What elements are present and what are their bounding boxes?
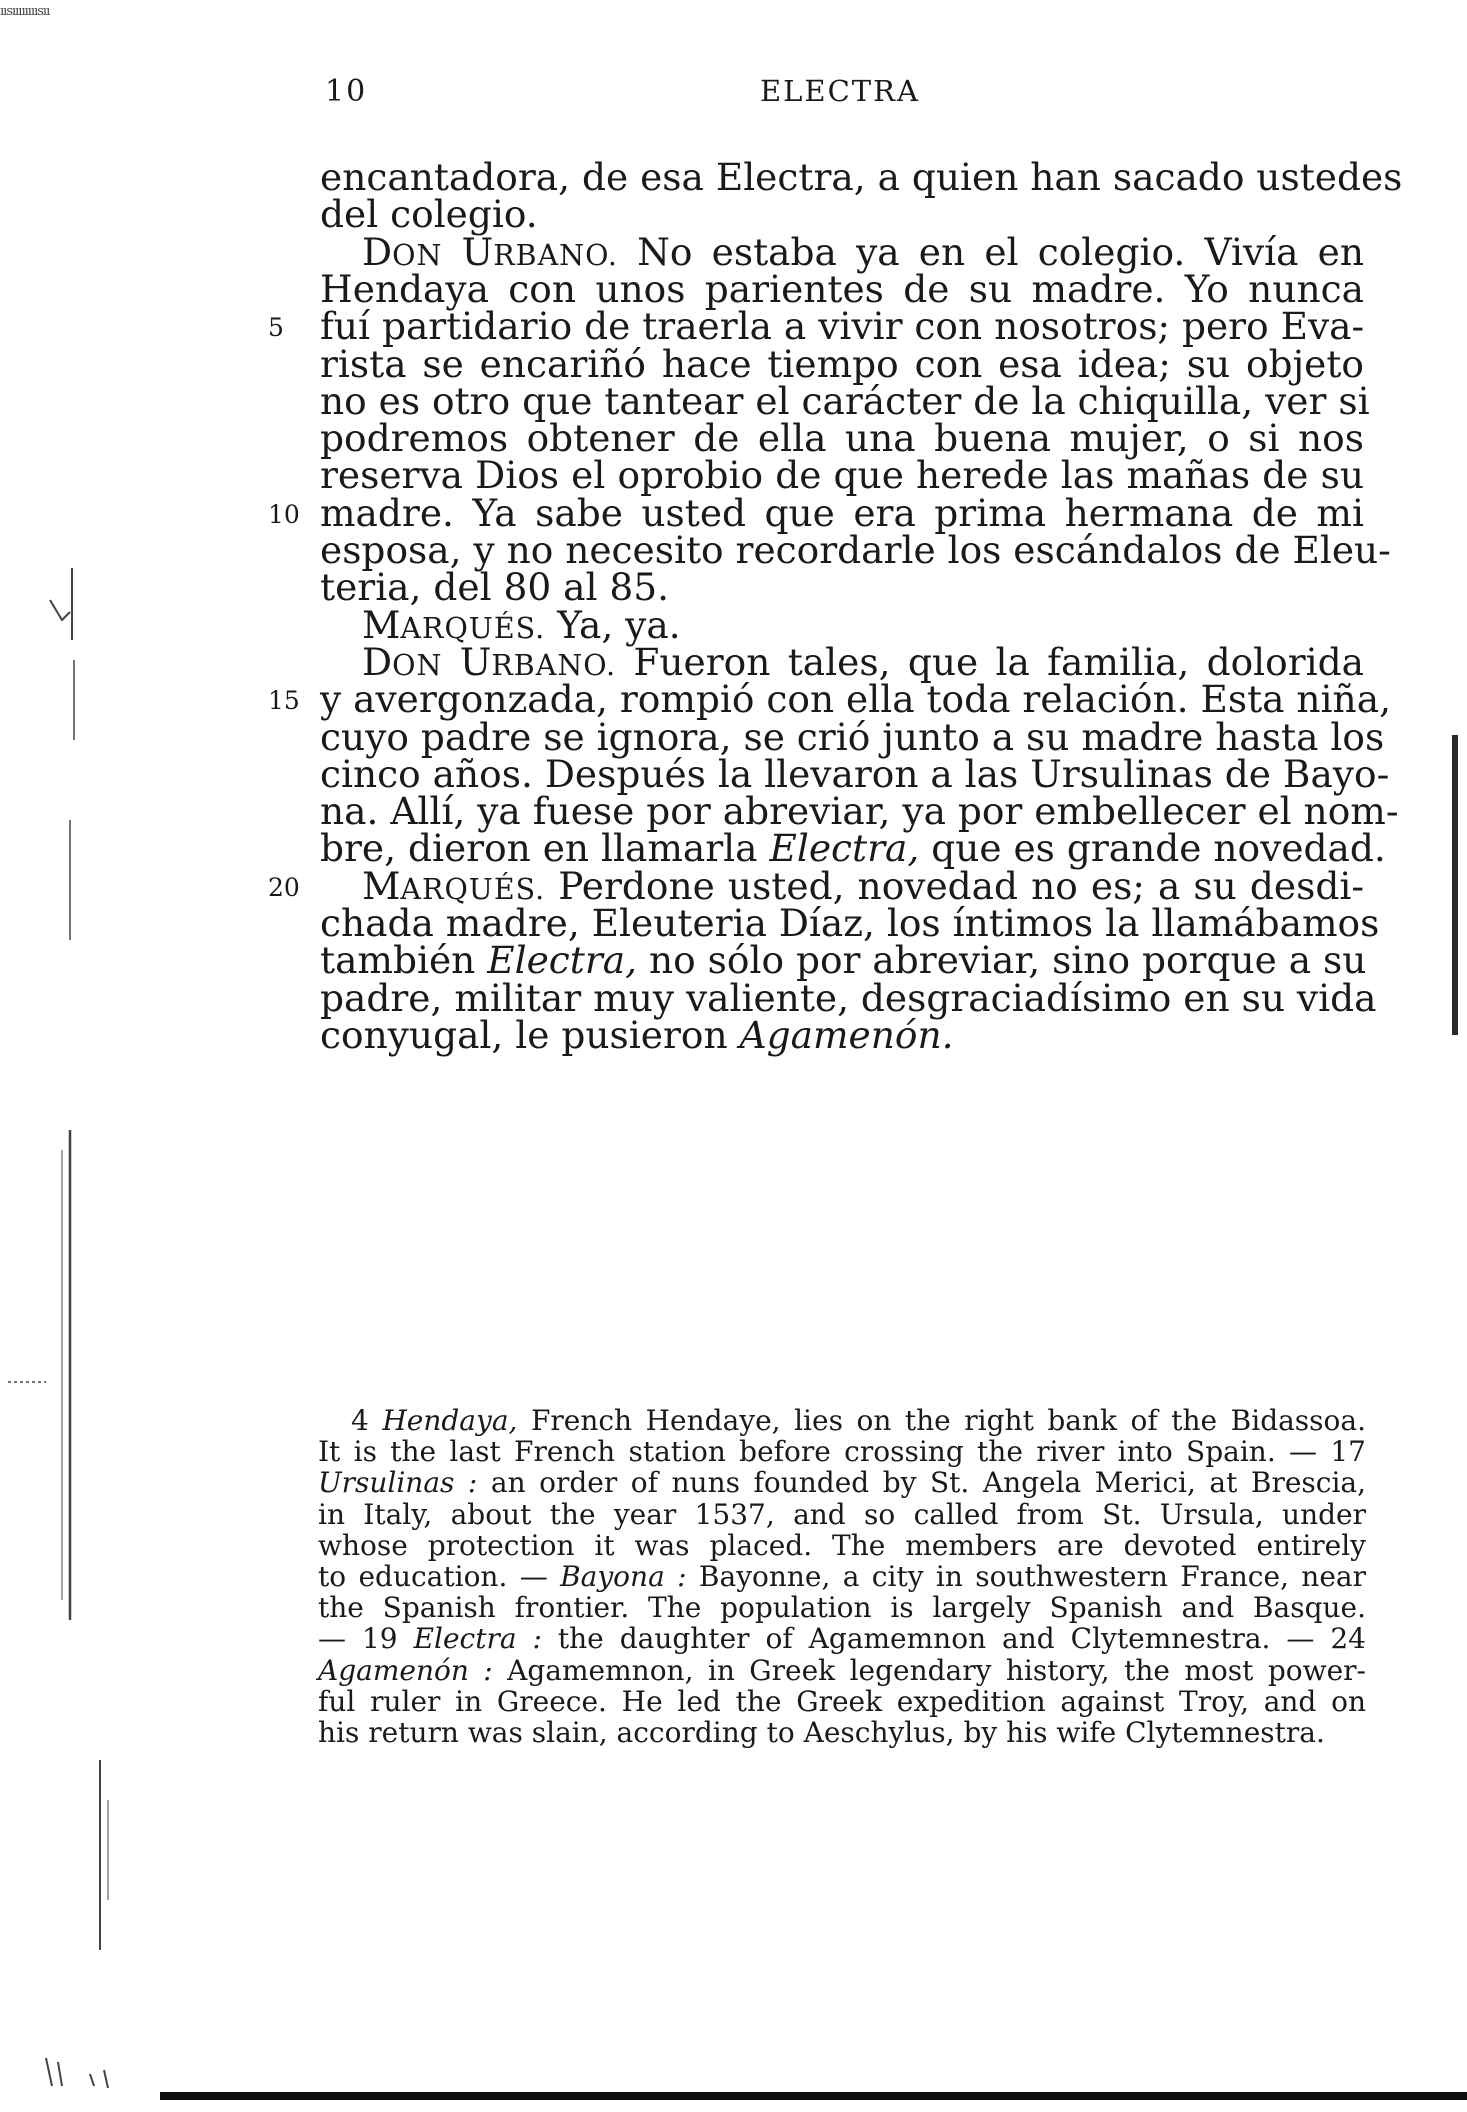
line-number: 20	[268, 872, 300, 902]
speaker-name: DON URBANO.	[362, 639, 617, 684]
line-number: 10	[268, 499, 300, 529]
text-run: fuí partidario de traerla a vivir con nosotros; pero Eva-	[320, 304, 1365, 349]
text-run: Perdone usted, novedad no es; a su desdi-	[545, 863, 1364, 908]
text-run: French Hendaye, lies on the right bank of the Bidassoa.	[517, 1404, 1366, 1437]
text-run: an order of nuns founded by St. Angela Merici, at Brescia,	[477, 1466, 1367, 1500]
text-run: bre, dieron en llamarla	[320, 826, 770, 871]
text-run: también	[320, 938, 488, 983]
italic-text: Agamenón.	[739, 1012, 954, 1057]
italic-text: Bayona :	[560, 1560, 687, 1593]
text-run: madre. Ya sabe usted que era prima hermana de mi	[320, 490, 1364, 535]
speaker-name: DON URBANO.	[362, 229, 618, 274]
text-run: reserva Dios el oprobio de que herede las mañas de su	[320, 453, 1364, 498]
running-head: ELECTRA	[760, 74, 920, 108]
text-run: in Italy, about the year 1537, and so called from St. Ursula, under	[318, 1497, 1366, 1531]
text-run: no es otro que tantear el carácter de la chiquilla, ver si	[320, 378, 1370, 423]
speaker-name: MARQUÉS.	[362, 863, 546, 908]
text-run: to education. —	[318, 1560, 561, 1593]
bottom-edge-rule	[160, 2092, 1467, 2100]
text-run: del colegio.	[320, 192, 538, 237]
text-run: podremos obtener de ella una buena mujer, o si nos	[320, 416, 1364, 461]
text-run: 4	[351, 1404, 383, 1437]
text-run: ful ruler in Greece. He led the Greek expedition against Troy, and on	[318, 1684, 1366, 1718]
text-run: the Spanish frontier. The population is largely Spanish and Basque.	[318, 1591, 1366, 1625]
text-line	[320, 1010, 954, 1060]
text-run: — 19	[318, 1622, 414, 1656]
text-run: cinco años. Después la llevaron a las Ursulinas de Bayo-	[320, 751, 1390, 796]
italic-text: Hendaya,	[382, 1404, 518, 1437]
text-run: teria, del 80 al 85.	[320, 565, 670, 610]
text-run: que es grande novedad.	[919, 826, 1386, 871]
corner-mark: ıısıııııııısıı	[0, 4, 50, 19]
text-run: Agamemnon, in Greek legendary history, the most power-	[492, 1653, 1366, 1687]
text-run: cuyo padre se ignora, se crió junto a su madre hasta los	[320, 714, 1385, 759]
right-edge-shadow	[1452, 735, 1458, 1035]
italic-text: Electra :	[413, 1622, 542, 1656]
text-run: chada madre, Eleuteria Díaz, los íntimos la llamábamos	[320, 901, 1380, 945]
text-run: rista se encariñó hace tiempo con esa idea; su objeto	[320, 341, 1364, 386]
text-run: esposa, y no necesito recordarle los escándalos de Eleu-	[320, 528, 1391, 572]
text-run: conyugal, le pusieron	[320, 1012, 740, 1057]
text-run: na. Allí, ya fuese por abreviar, ya por embellecer el nom-	[320, 789, 1399, 834]
text-run: padre, militar muy valiente, desgraciadísimo en su vida	[320, 975, 1377, 1020]
italic-text: Agamenón :	[318, 1653, 493, 1687]
line-number: 5	[268, 313, 284, 343]
page-header	[325, 74, 1365, 114]
italic-text: Electra,	[769, 826, 920, 871]
text-run: Fueron tales, que la familia, dolorida	[616, 639, 1364, 684]
text-run: Bayonne, a city in southwestern France, near	[686, 1560, 1366, 1593]
page-number: 10	[325, 74, 368, 109]
text-run: the daughter of Agamemnon and Clytemnestra. — 24	[541, 1622, 1366, 1656]
text-run: encantadora, de esa Electra, a quien han sacado ustedes	[320, 155, 1403, 199]
text-run: Hendaya con unos parientes de su madre. Yo nunca	[320, 266, 1364, 311]
speaker-name: MARQUÉS.	[362, 602, 546, 647]
text-run: no sólo por abreviar, sino porque a su	[637, 938, 1367, 983]
text-run: whose protection it was placed. The members are devoted entirely	[318, 1528, 1366, 1562]
text-run: No estaba ya en el colegio. Vivía en	[617, 229, 1365, 274]
italic-text: Ursulinas :	[318, 1466, 478, 1500]
line-number: 15	[268, 686, 300, 716]
italic-text: Electra,	[487, 938, 638, 983]
text-run: y avergonzada, rompió con ella toda relación. Esta niña,	[320, 677, 1391, 722]
text-run: It is the last French station before crossing the river into Spain. — 17	[318, 1435, 1366, 1469]
footnote-line	[318, 1712, 1366, 1754]
text-run: his return was slain, according to Aeschylus, by his wife Clytemnestra.	[318, 1716, 1325, 1749]
text-run: Ya, ya.	[545, 602, 681, 647]
